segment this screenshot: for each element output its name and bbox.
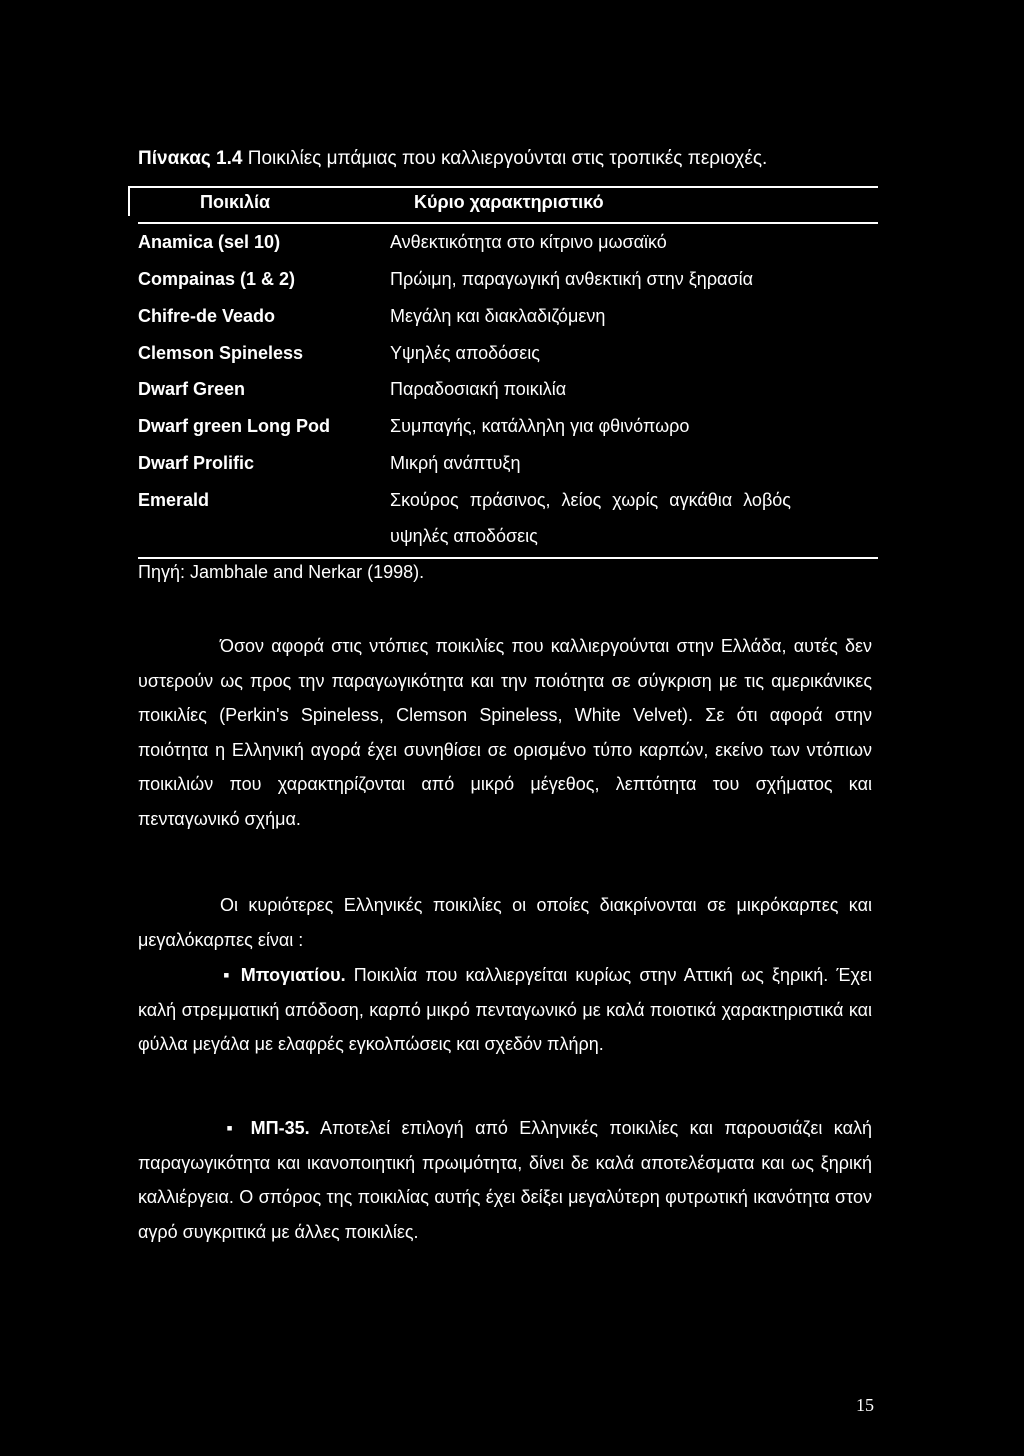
table-left-rule xyxy=(128,186,130,216)
page-number: 15 xyxy=(856,1395,874,1415)
variety-feature: Ανθεκτικότητα στο κίτρινο μωσαϊκό xyxy=(390,232,667,252)
table-caption-label: Πίνακας 1.4 xyxy=(138,148,243,169)
table-header-variety: Ποικιλία xyxy=(200,192,271,212)
variety-feature: Συμπαγής, κατάλληλη για φθινόπωρο xyxy=(390,416,690,436)
table-caption-text: Ποικιλίες μπάμιας που καλλιεργούνται στις τροπικές περιοχές. xyxy=(242,148,768,169)
bullet-icon: ▪ xyxy=(220,1118,240,1138)
table-row xyxy=(138,269,898,306)
table-row xyxy=(138,490,898,527)
variety-feature: Μικρή ανάπτυξη xyxy=(390,453,521,473)
variety-name: Dwarf Green xyxy=(138,379,246,399)
bullet-lead: Μπογιατίου. xyxy=(240,965,346,985)
table-row xyxy=(138,416,898,453)
paragraph-text: Όσον αφορά στις ντόπιες ποικιλίες που καλλιεργούνται στην Ελλάδα, αυτές δεν υστερούν ως προς την παραγωγικότητα και την ποιότητα σε σύγκριση με τις αμερικάνικες ποικιλίες (Perkin's Spineless, Clemson Spineless, White Velvet). Σε ότι αφορά στην ποιότητα η Ελληνική αγορά έχει συνηθίσει σε ορισμένο τύπο καρπών, εκείνο των ντόπιων ποικιλιών που χαρακτηρίζονται από μικρό μέγεθος, λεπτότητα του σχήματος και πενταγωνικό σχήμα. xyxy=(138,636,872,829)
variety-feature: υψηλές αποδόσεις xyxy=(390,526,538,546)
variety-feature: Πρώιμη, παραγωγική ανθεκτική στην ξηρασία xyxy=(390,269,753,289)
paragraph xyxy=(138,629,872,836)
variety-name: Compainas (1 & 2) xyxy=(138,269,296,289)
table-source: Πηγή: Jambhale and Nerkar (1998). xyxy=(138,562,425,582)
bullet-text: Αποτελεί επιλογή από Ελληνικές ποικιλίες και παρουσιάζει καλή παραγωγικότητα και ικανοποιητική πρωιμότητα, δίνει δε καλά αποτελέσματα και ως ξηρική καλλιέργεια. Ο σπόρος της ποικιλίας αυτής έχει δείξει μεγαλύτερη φυτρωτική ικανότητα στον αγρό συγκριτικά με άλλες ποικιλίες. xyxy=(138,1118,872,1242)
variety-name: Dwarf Prolific xyxy=(138,453,255,473)
table-header-feature: Κύριο χαρακτηριστικό xyxy=(414,192,604,212)
table-caption xyxy=(138,148,767,170)
variety-feature: Παραδοσιακή ποικιλία xyxy=(390,379,567,399)
table-bottom-rule xyxy=(138,557,878,559)
bullet-item xyxy=(138,958,872,1062)
variety-name: Dwarf green Long Pod xyxy=(138,416,331,436)
variety-name: Emerald xyxy=(138,490,210,510)
variety-name: Chifre-de Veado xyxy=(138,306,276,326)
table-row xyxy=(138,343,898,380)
bullet-text: Ποικιλία που καλλιεργείται κυρίως στην Αττική ως ξηρική. Έχει καλή στρεμματική απόδοση, καρπό μικρό πενταγωνικό με καλά ποιοτικά χαρακτηριστικά και φύλλα μεγάλα με ελαφρές εγκολπώσεις και σχεδόν πλήρη. xyxy=(138,965,872,1054)
variety-feature: Υψηλές αποδόσεις xyxy=(390,343,540,363)
variety-name: Anamica (sel 10) xyxy=(138,232,281,252)
table-row xyxy=(138,453,898,490)
table-row xyxy=(138,306,898,343)
variety-feature: Σκούρος πράσινος, λείος χωρίς αγκάθια λοβός xyxy=(390,490,791,510)
table-top-rule xyxy=(128,186,878,188)
paragraph-text: Οι κυριότερες Ελληνικές ποικιλίες οι οποίες διακρίνονται σε μικρόκαρπες και μεγαλόκαρπες είναι : xyxy=(138,895,872,950)
table-row xyxy=(138,379,898,416)
variety-name: Clemson Spineless xyxy=(138,343,304,363)
paragraph xyxy=(138,888,872,957)
bullet-item xyxy=(138,1111,872,1249)
table-header-rule xyxy=(138,222,878,224)
table-row xyxy=(138,232,898,269)
bullet-lead: ΜΠ-35. xyxy=(250,1118,310,1138)
bullet-icon: ▪ xyxy=(220,965,233,985)
variety-feature: Μεγάλη και διακλαδιζόμενη xyxy=(390,306,606,326)
